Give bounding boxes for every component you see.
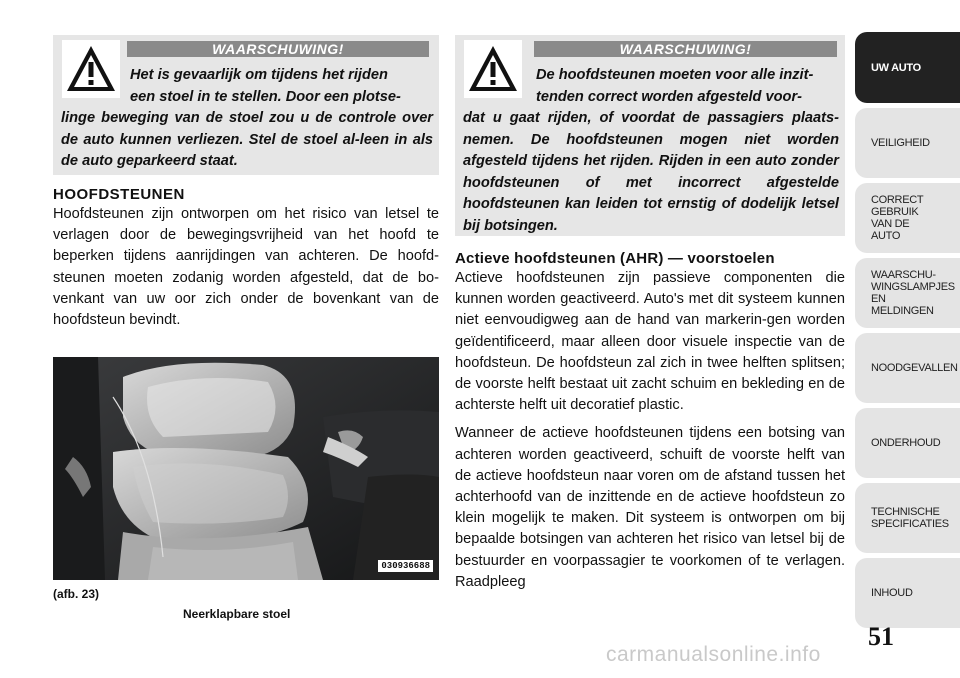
tab-onderhoud[interactable]	[855, 408, 960, 478]
image-code: 030936688	[378, 560, 433, 572]
tab-label: ONDERHOUD	[871, 437, 941, 449]
figure-label: (afb. 23)	[53, 587, 100, 601]
body-paragraph: Actieve hoofdsteunen zijn passieve componenten die kunnen worden geactiveerd. Auto's met dit systeem kunnen niet eenvoudigweg aan de hand van markerin-gen worden geïdentificeerd, maar alleen door visuele inspectie van de hoofdsteun. De hoofdsteun zal zich in twee helften splitsen; de voorste helft bestaat uit zacht schuim en bekleding en de achterste helft uit decoratief plastic.	[455, 270, 845, 414]
tab-correct-gebruik[interactable]	[855, 183, 960, 253]
tab-technische-specificaties[interactable]	[855, 483, 960, 553]
tab-inhoud[interactable]	[855, 558, 960, 628]
warning-box-right	[455, 35, 845, 236]
section-heading: Actieve hoofdsteunen (AHR) — voorstoelen	[455, 250, 775, 267]
body-paragraph: Hoofdsteunen zijn ontworpen om het risico van letsel te verlagen door de bewegingsvrijheid van het hoofd te beperken tijdens aanrijdingen van achteren. De hoofd-steunen moeten zodanig worden afgesteld, dat de bo-venkant van uw oor zich onder de bovenkant van de hoofdsteun bevindt.	[53, 206, 439, 329]
warning-line: Het is gevaarlijk om tijdens het rijden	[130, 67, 388, 83]
tab-label: CORRECT GEBRUIK VAN DE AUTO	[871, 194, 924, 242]
tab-label: WAARSCHU-WINGSLAMPJES EN MELDINGEN	[871, 269, 955, 317]
tab-label: INHOUD	[871, 587, 913, 599]
tab-waarschuwingslampjes[interactable]	[855, 258, 960, 328]
warning-line: tenden correct worden afgesteld voor-	[536, 88, 802, 105]
warning-line: een stoel in te stellen. Door een plotse-	[130, 88, 401, 105]
watermark: carmanualsonline.info	[606, 643, 821, 666]
warning-box-left	[53, 35, 439, 175]
seat-photo	[53, 357, 439, 580]
warning-title-bar: WAARSCHUWING!	[127, 41, 429, 57]
tab-label: VEILIGHEID	[871, 137, 930, 149]
tab-veiligheid[interactable]	[855, 108, 960, 178]
page-number: 51	[868, 622, 894, 651]
warning-triangle-icon	[62, 40, 120, 98]
seat-image	[53, 357, 439, 580]
tab-label: UW AUTO	[871, 61, 921, 74]
warning-line: De hoofdsteunen moeten voor alle inzit-	[536, 67, 814, 83]
warning-text: linge beweging van de stoel zou u de controle over de auto kunnen verliezen. Stel de stoel al-leen in als de auto geparkeerd staat.	[61, 110, 433, 170]
tab-label: TECHNISCHE SPECIFICATIES	[871, 506, 949, 530]
section-heading: HOOFDSTEUNEN	[53, 186, 185, 203]
tab-uw-auto[interactable]	[855, 32, 960, 103]
tab-label: NOODGEVALLEN	[871, 362, 958, 374]
body-paragraph: Wanneer de actieve hoofdsteunen tijdens een botsing van achteren worden geactiveerd, schuift de voorste helft van de actieve hoofdsteun naar voren om de afstand tussen het achterhoofd van de inzittende en de actieve hoofdsteun zo klein mogelijk te maken. Dit systeem is ontworpen om bij bepaalde botsingen van achteren het risico van letsel bij de bestuurder en voorpassagier te voorkomen of te verlagen. Raadpleeg	[455, 425, 845, 590]
warning-triangle-icon	[464, 40, 522, 98]
tab-noodgevallen[interactable]	[855, 333, 960, 403]
warning-text: dat u gaat rijden, of voordat de passagiers plaats-nemen. De hoofdsteunen mogen niet worden afgesteld tijdens het rijden. Rijden in een auto zonder hoofdsteunen of met incorrect afgestelde hoofdsteunen kan leiden tot ernstig of dodelijk letsel bij botsingen.	[463, 110, 839, 234]
warning-title-bar: WAARSCHUWING!	[534, 41, 837, 57]
figure-caption: Neerklapbare stoel	[183, 607, 291, 621]
